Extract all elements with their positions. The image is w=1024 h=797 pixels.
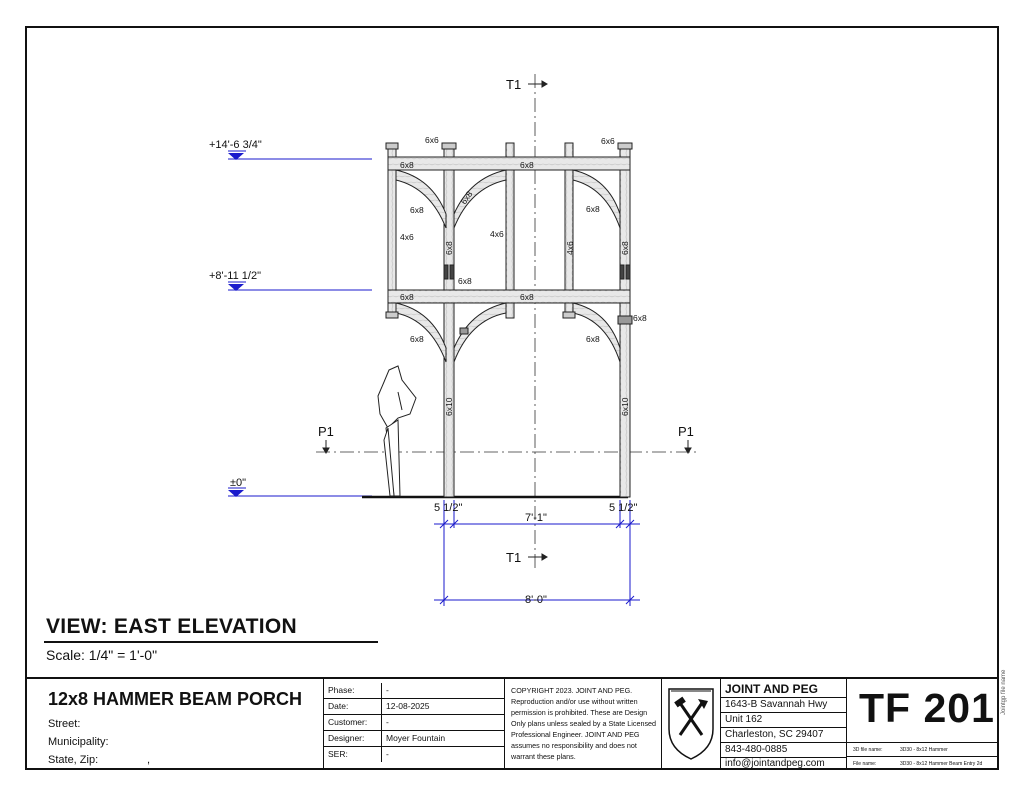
brace-upper-right	[573, 170, 620, 228]
phase-value: -	[386, 685, 389, 695]
view-scale: Scale: 1/4" = 1'-0"	[46, 647, 158, 663]
label-post-left-lower: 6x10	[444, 397, 454, 416]
file-label: File name:	[853, 761, 877, 767]
date-label: Date:	[328, 701, 349, 711]
label-brace-left-diag: 6x8	[458, 189, 475, 207]
brace-upper-left	[396, 170, 446, 228]
brace-lower-left	[396, 303, 446, 362]
phase-label: Phase:	[328, 685, 355, 695]
label-top-beam-mid: 6x8	[520, 160, 534, 170]
company-name-row	[721, 679, 846, 698]
label-stud-right: 4x6	[565, 241, 575, 255]
label-brace-right-upper: 6x8	[586, 204, 600, 214]
address-line-1: 1643-B Savannah Hwy	[725, 699, 828, 710]
dim-right-offset: 5 1/2"	[609, 502, 638, 514]
label-post-right-lower: 6x10	[620, 397, 630, 416]
title-block	[25, 677, 999, 770]
customer-value: -	[386, 717, 389, 727]
file-3d-value: 3D30 - 8x12 Hammer	[900, 747, 948, 753]
address-city: Charleston, SC 29407	[725, 729, 824, 740]
ser-label: SER:	[328, 749, 348, 759]
ser-value: -	[386, 749, 389, 759]
file-3d-row	[847, 742, 997, 756]
dim-overall: 8'-0"	[525, 594, 547, 606]
dim-clear-span: 7'-1"	[525, 512, 547, 524]
beam-mid	[388, 290, 630, 303]
label-lower-brace-right: 6x8	[586, 334, 600, 344]
label-stud-mid: 4x6	[490, 229, 504, 239]
logo-cell	[662, 679, 721, 770]
info-row-ser	[324, 747, 504, 762]
copyright-text: COPYRIGHT 2023. JOINT AND PEG. Reproduction and/or use without written permission is prohibited. These are Design Only plans unless sealed by a State Licensed Professional Engineer. JOINT AND PEG assumes no responsibility and does not warrant these plans.	[511, 686, 657, 761]
elevation-label-mid: +8'-11 1/2"	[209, 270, 261, 282]
label-mid-beam-mid: 6x8	[520, 292, 534, 302]
view-title: VIEW: EAST ELEVATION	[46, 615, 298, 638]
file-value: 3D30 - 8x12 Hammer Beam Entry 2d	[900, 761, 983, 767]
label-brace-left-upper: 6x8	[410, 205, 424, 215]
info-row-customer	[324, 715, 504, 731]
label-top-beam-left: 6x8	[400, 160, 414, 170]
brace-lower-right	[573, 303, 620, 362]
dim-left-offset: 5 1/2"	[434, 502, 463, 514]
project-cell	[25, 679, 324, 770]
elevation-label-top: +14'-6 3/4"	[209, 139, 262, 151]
address1-row	[721, 697, 846, 713]
info-row-phase	[324, 683, 504, 699]
file-3d-label: 3D file name:	[853, 747, 883, 753]
company-email[interactable]: info@jointandpeg.com	[725, 758, 825, 769]
label-top-right-post: 6x6	[601, 136, 615, 146]
label-lower-brace-left: 6x8	[410, 334, 424, 344]
info-cell	[324, 679, 505, 770]
info-row-designer	[324, 731, 504, 747]
state-zip-value: ,	[147, 754, 151, 766]
email-row	[721, 757, 846, 770]
view-title-underline	[44, 641, 378, 643]
timber-frame	[386, 143, 632, 497]
designer-label: Designer:	[328, 733, 365, 743]
scale-figure	[378, 366, 416, 496]
side-note: Jointgp file name	[1001, 669, 1007, 715]
date-value: 12-08-2025	[386, 701, 430, 711]
municipality-label: Municipality:	[48, 736, 109, 748]
address-line-2: Unit 162	[725, 714, 763, 725]
street-label: Street:	[48, 718, 81, 730]
file-row	[847, 756, 997, 770]
label-mid-left-tag: 6x8	[458, 276, 472, 286]
state-zip-label: State, Zip:	[48, 754, 99, 766]
phone-row	[721, 742, 846, 758]
label-top-left-post: 6x6	[425, 135, 439, 145]
joint-and-peg-logo-icon	[662, 679, 720, 769]
post-left-main	[444, 143, 454, 497]
marker-t1-top: T1	[506, 77, 522, 92]
copyright-cell	[505, 679, 662, 770]
label-post-right-upper: 6x8	[620, 241, 630, 255]
marker-p1-right: P1	[678, 424, 694, 439]
label-stud-left: 4x6	[400, 232, 414, 242]
city-row	[721, 727, 846, 743]
info-row-date	[324, 699, 504, 715]
sheet-cell	[847, 679, 999, 770]
marker-t1-bottom: T1	[506, 550, 522, 565]
address2-row	[721, 712, 846, 728]
company-cell	[721, 679, 847, 770]
customer-label: Customer:	[328, 717, 368, 727]
project-title: 12x8 HAMMER BEAM PORCH	[48, 689, 303, 709]
company-phone[interactable]: 843-480-0885	[725, 744, 788, 755]
label-right-tag: 6x8	[633, 313, 647, 323]
label-mid-beam-left: 6x8	[400, 292, 414, 302]
marker-p1-left: P1	[318, 424, 334, 439]
designer-value: Moyer Fountain	[386, 733, 446, 743]
sheet-number: TF 201	[859, 685, 995, 731]
company-name: JOINT AND PEG	[725, 682, 818, 696]
elevation-label-ground: ±0"	[230, 477, 247, 489]
label-post-left-upper: 6x8	[444, 241, 454, 255]
beam-top	[388, 157, 630, 170]
